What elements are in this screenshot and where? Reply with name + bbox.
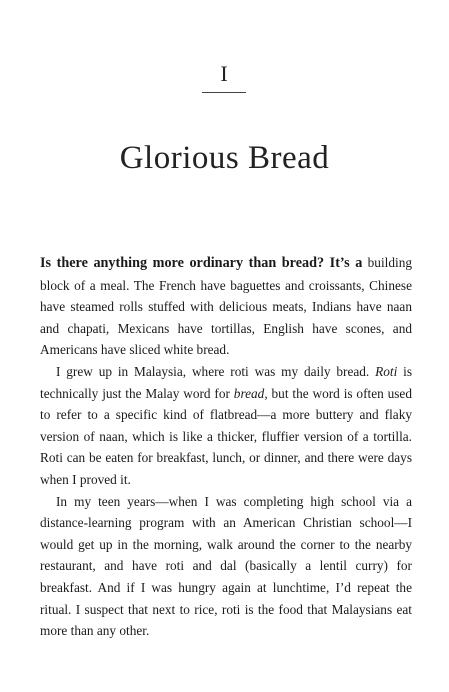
- paragraph-2-italic-roti: Roti: [375, 363, 398, 379]
- chapter-divider: [202, 92, 246, 93]
- paragraph-2: [40, 361, 412, 491]
- paragraph-2-part2: is technically just the Malay word for: [40, 363, 412, 401]
- chapter-number: I: [220, 61, 229, 86]
- paragraph-1-lead: Is there anything more ordinary than bread? It’s a: [40, 255, 363, 271]
- paragraph-1: [40, 252, 412, 361]
- paragraph-2-part3: but the word is often used to refer to a specific kind of flatbread—a more buttery and flaky version of naan, which is like a thicker, fluffier version of a tortilla. Roti can be eaten for breakfast, lunch, or dinner, and there were days when I proved it.: [40, 385, 412, 487]
- chapter-title: Glorious Bread: [119, 140, 330, 176]
- paragraph-2-part1: I grew up in Malaysia, where roti was my daily bread.: [56, 363, 376, 379]
- paragraph-1-text: building block of a meal. The French have baguettes and croissants, Chinese have steamed rolls stuffed with delicious meats, Indians have naan and chapati, Mexicans have tortillas, English have scones, and Americans have sliced white bread.: [40, 255, 412, 358]
- chapter-body: [40, 252, 412, 642]
- paragraph-2-italic-bread: bread,: [233, 385, 268, 401]
- paragraph-3: In my teen years—when I was completing high school via a distance-learning program with an American Christian school—I would get up in the morning, walk around the corner to the nearby restaurant, and have roti and dal (basically a lentil curry) for breakfast. And if I was hungry again at lunchtime, I’d repeat the ritual. I suspect that next to rice, roti is the food that Malaysians eat more than any other.: [40, 493, 412, 639]
